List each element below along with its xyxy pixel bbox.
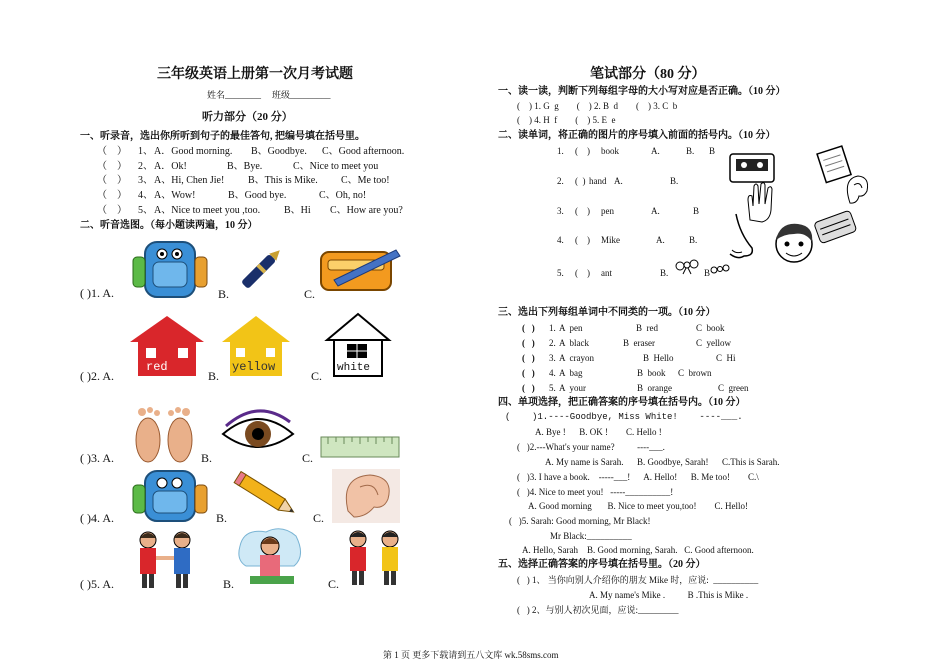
ant-icon [674,250,700,276]
ruler-icon [320,435,402,461]
exam-title: 三年级英语上册第一次月考试题 [157,67,353,82]
s4-q1[interactable]: ( )1.----Goodbye, Miss White! ----___. [505,412,743,422]
ear-icon [330,467,402,525]
house-a-word: red [146,360,168,374]
students-greeting-icon [340,525,410,589]
answer-bracket[interactable]: ( ) [522,353,535,363]
answer-bracket[interactable]: ( ) [522,368,535,378]
schoolbag-icon [125,232,215,302]
q2-row3-label: ( )3. A. [80,451,114,465]
name-field-label: 姓名________ [207,90,262,100]
s4-q3[interactable]: ( )3. I have a book. -----___! A. Hello! B. Me too! C.\ [517,472,759,482]
q2-title: 二、听音选图。（每小题读两遍，10 分） [80,220,258,231]
answer-bracket[interactable]: ( ) [575,235,590,245]
s4-q4-options: A. Good morning B. Nice to meet you,too! C. Hello! [528,501,748,511]
s3-title: 三、选出下列每组单词中不同类的一项。（10 分） [498,307,716,318]
answer-bracket[interactable]: ( ) [575,206,590,216]
page-footer: 第 1 页 更多下载请到五八文库 wk.58sms.com [383,650,559,660]
answer-bracket[interactable]: ( ) [522,338,535,348]
schoolbag-icon [125,465,215,525]
s5-q1[interactable]: ( ) 1、 当你向别人介绍你的朋友 Mike 时，应说: __________ [517,575,759,585]
answer-bracket[interactable]: ( ) [522,383,535,393]
s4-q5-reply[interactable]: Mr Black:__________ [550,531,632,541]
house-c-word: white [337,362,371,374]
s5-title: 五、选择正确答案的序号填在括号里。（20 分） [498,559,706,570]
fountain-pen-icon [230,242,290,297]
eye-icon [218,402,298,462]
s1-line2[interactable]: ( ) 4. H f ( ) 5. E e [517,115,616,125]
pencil-case-icon [812,206,858,246]
s1-title: 一、读一读，判断下列每组字母的大小写对应是否正确。（10 分） [498,86,786,97]
q1-title: 一、听录音，选出你所听到句子的最佳答句, 把编号填在括号里。 [80,131,365,142]
s4-q4[interactable]: ( )4. Nice to meet you! -----__________! [517,487,674,497]
pencil-icon [232,470,302,522]
s4-q1-options: A. Bye ! B. OK ! C. Hello ! [535,427,662,437]
house-b-word: yellow [232,360,276,374]
written-section-title: 笔试部分（80 分） [590,67,706,82]
s4-q5[interactable]: ( )5. Sarah: Good morning, Mr Black! [509,516,651,526]
s5-q1-options: A. My name's Mike . B .This is Mike . [589,590,749,600]
ant-icon [708,258,732,280]
pencil-case-icon [316,240,406,298]
q2-row1-label: ( )1. A. [80,286,114,300]
s1-line1[interactable]: ( ) 1. G g ( ) 2. B d ( ) 3. C b [517,101,678,111]
s4-title: 四、单项选择，把正确答案的序号填在括号内。（10 分） [498,397,746,408]
handshake-people-icon [128,528,204,590]
q2-row4-label: ( )4. A. [80,511,114,525]
answer-bracket[interactable]: （ ） [97,175,127,186]
q2-row5-label: ( )5. A. [80,577,114,591]
answer-bracket[interactable]: （ ） [97,190,127,201]
listening-section-title: 听力部分（20 分） [202,111,293,123]
s4-q2-options: A. My name is Sarah. B. Goodbye, Sarah! C.This is Sarah. [545,457,780,467]
s5-q2[interactable]: ( ) 2、与别人初次见面，应说:_________ [517,605,679,615]
answer-bracket[interactable]: ( ) [575,146,590,156]
boy-mike-icon [770,218,818,268]
answer-bracket[interactable]: ( ) [575,268,590,278]
answer-bracket[interactable]: （ ） [97,161,127,172]
s4-q2[interactable]: ( )2.---What's your name? ----___. [517,442,665,452]
class-field-label: 班级_________ [272,90,331,100]
answer-bracket[interactable]: ( ) [522,323,535,333]
answer-bracket[interactable]: （ ） [97,205,127,216]
s2-title: 二、读单词，将正确的图片的序号填入前面的括号内。（10 分） [498,130,776,141]
answer-bracket[interactable]: （ ） [97,146,127,157]
s4-q5-options: A. Hello, Sarah B. Good morning, Sarah. C. Good afternoon. [522,545,754,555]
q2-row2-label: ( )2. A. [80,369,114,383]
teacher-icon [236,526,306,590]
ear-icon [842,173,870,207]
feet-icon [128,398,200,464]
answer-bracket[interactable]: ( ) [575,176,586,186]
